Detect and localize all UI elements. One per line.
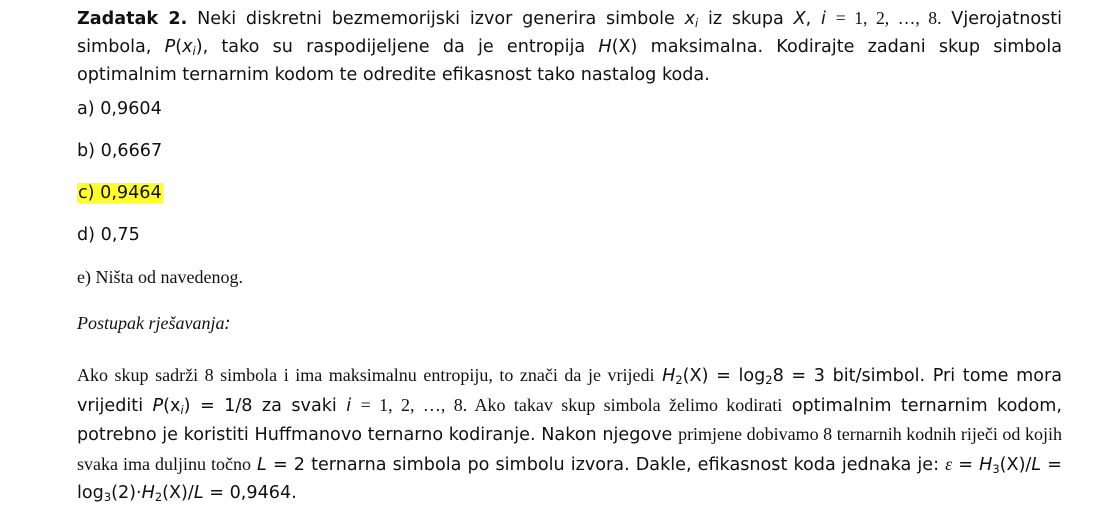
- solution-text-2: Pri tome mora vrijediti: [77, 366, 1062, 416]
- index-range: = 1, 2, …, 8.: [835, 8, 942, 28]
- set-x: X: [793, 9, 806, 29]
- index-i: i: [821, 9, 826, 29]
- solution-text-1: Ako skup sadrži 8 simbola i ima maksimalnu entropiju, to znači da je vrijedi: [77, 365, 655, 385]
- task-text-3: Vjerojatnosti simbola,: [77, 9, 1063, 57]
- task-text-2: iz skupa: [708, 9, 784, 29]
- highlighted-answer: c) 0,9464: [78, 183, 162, 203]
- option-d[interactable]: d) 0,75: [77, 225, 140, 245]
- solution-text-5: primjene dobivamo 8 ternarnih kodnih riječi od kojih svaka ima duljinu točno: [77, 424, 1062, 474]
- option-e[interactable]: e) Ništa od navedenog.: [77, 267, 243, 287]
- option-c[interactable]: [77, 179, 1062, 221]
- solution-text-4: optimalnim ternarnim kodom, potrebno je koristiti Huffmanovo ternarno kodiranje. Nakon njegove: [77, 395, 1063, 445]
- solution-text-6: simbolu izvora. Dakle, efikasnost koda jednaka je:: [495, 454, 940, 475]
- task-label: Zadatak 2.: [77, 9, 188, 29]
- symbol-x: $x_i$: [684, 9, 699, 30]
- option-b[interactable]: b) 0,6667: [77, 141, 163, 161]
- prob-p: P: [164, 37, 176, 57]
- task-text-1: Neki diskretni bezmemorijski izvor generira simbole: [197, 9, 675, 29]
- task-text-4: tako su raspodijeljene da je entropija: [221, 37, 586, 57]
- solution-text-3: = 1, 2, …, 8. Ako takav skup simbola želimo kodirati: [360, 394, 783, 415]
- entropy-h: H: [598, 37, 612, 57]
- option-a[interactable]: a) 0,9604: [77, 99, 162, 119]
- answer-options: [77, 95, 1062, 305]
- solution-paragraph: Ako skup sadrži 8 simbola i ima maksimalnu entropiju, to znači da je vrijedi $H_2(X) = \log_28 = 3$ bit/simbol. Pri tome mora vrijediti $P(x_i) = 1/8$ za svaki i = 1, 2, …, 8. Ako takav skup simbola želimo kodirati optimalnim ternarnim kodom, potrebno je koristiti Huffmanovo ternarno kodiranje. Nakon njegove primjene dobivamo 8 ternarnih kodnih riječi od kojih svaka ima duljinu točno L = 2 ternarna simbola po simbolu izvora. Dakle, efikasnost koda jednaka je: $\varepsilon = H_3(X)/L = \log_3(2)\cdot H_2(X)/L = 0,9464$.: [77, 365, 1063, 504]
- solution-heading: Postupak rješavanja:: [77, 313, 231, 334]
- task-paragraph: Zadatak 2. Neki diskretni bezmemorijski izvor generira simbole $x_i$ iz skupa X, i = 1, 2, …, 8. Vjerojatnosti simbola, $P(x_i)$, tako su raspodijeljene da je entropija H(X) maksimalna. Kodirajte zadani skup simbola optimalnim ternarnim kodom te odredite efikasnost tako nastalog koda.: [77, 8, 1063, 85]
- task-text-5: maksimalna. Kodirajte zadani skup simbola optimalnim ternarnim kodom te odredite efikasnost tako nastalog koda.: [77, 37, 1062, 85]
- document-page: [77, 4, 1062, 525]
